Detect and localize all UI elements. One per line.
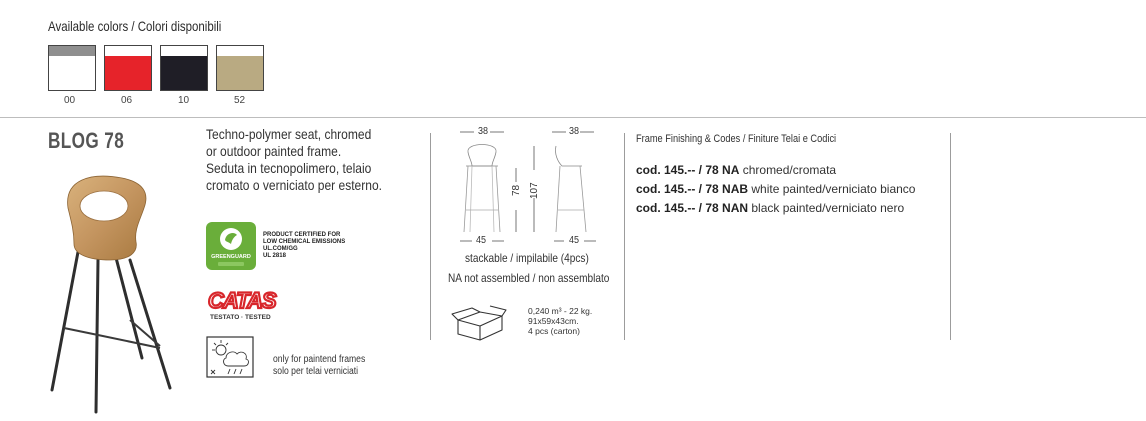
product-code: cod. 145.-- / 78 NA [636, 163, 740, 177]
product-code: cod. 145.-- / 78 NAB [636, 182, 749, 196]
greenguard-text [263, 232, 345, 260]
swatch-top-band [217, 46, 263, 56]
packaging-line: 4 pcs (carton) [528, 326, 580, 336]
greenguard-badge-icon [206, 222, 256, 270]
section-divider [0, 117, 1146, 118]
catas-logo-text: CATAS [208, 288, 276, 313]
dim-width-bottom-front: 45 [476, 235, 487, 246]
swatch-fill [105, 56, 151, 90]
description-line: cromato o verniciato per esterno. [206, 177, 383, 193]
column-divider [950, 133, 951, 340]
swatch-code-52: 52 [234, 95, 246, 106]
packaging-line: 0,240 m³ - 22 kg. [528, 306, 593, 316]
dim-total-height: 107 [529, 182, 540, 199]
finish-label: chromed/cromata [742, 163, 837, 177]
product-code: cod. 145.-- / 78 NAN [636, 201, 749, 215]
colors-title: Available colors / Colori disponibili [48, 18, 222, 34]
color-swatch-52[interactable] [216, 45, 264, 91]
swatch-code-00: 00 [64, 95, 76, 106]
cert-line: UL.COM/GG [263, 246, 298, 252]
product-description [206, 126, 382, 194]
swatch-code-06: 06 [121, 95, 133, 106]
stool-image [38, 168, 198, 418]
dim-width-top-side: 38 [569, 126, 580, 137]
finish-label: black painted/verniciato nero [751, 201, 905, 215]
color-swatch-06[interactable] [104, 45, 152, 91]
description-line: or outdoor painted frame. [206, 143, 342, 159]
stackable-info: stackable / impilabile (4pcs) [465, 251, 589, 265]
dim-seat-height: 78 [511, 184, 522, 196]
dim-width-bottom-side: 45 [569, 235, 580, 246]
cert-line: LOW CHEMICAL EMISSIONS [263, 239, 346, 245]
greenguard-badge-label: GREENGUARD [211, 254, 251, 260]
swatch-top-band [161, 46, 207, 56]
assembly-info: NA not assembled / non assemblato [448, 271, 610, 285]
swatch-top-band [105, 46, 151, 56]
weather-resistant-icon [206, 336, 254, 378]
cert-line: PRODUCT CERTIFIED FOR [263, 232, 341, 238]
code-row [636, 201, 904, 215]
outdoor-note [273, 354, 365, 378]
color-swatch-10[interactable] [160, 45, 208, 91]
color-swatch-00[interactable] [48, 45, 96, 91]
finishing-title: Frame Finishing & Codes / Finiture Telai e Codici [636, 133, 837, 145]
description-line: Techno-polymer seat, chromed [206, 126, 372, 142]
swatch-top-band [49, 46, 95, 56]
column-divider [430, 133, 431, 340]
swatch-fill [161, 56, 207, 90]
column-divider [624, 133, 625, 340]
description-line: Seduta in tecnopolimero, telaio [206, 160, 372, 176]
note-line: only for paintend frames [273, 354, 366, 365]
catas-tag: TESTATO · TESTED [210, 314, 271, 321]
swatch-fill [49, 56, 95, 90]
finish-label: white painted/verniciato bianco [751, 182, 916, 196]
cert-line: UL 2818 [263, 253, 286, 259]
carton-box-icon [450, 304, 508, 344]
catas-logo-icon [206, 286, 286, 322]
code-row [636, 182, 915, 196]
packaging-line: 91x59x43cm. [528, 316, 579, 326]
packaging-info [528, 306, 592, 336]
swatch-fill [217, 56, 263, 90]
dim-width-top-front: 38 [478, 126, 489, 137]
model-name: BLOG 78 [48, 128, 125, 153]
code-row [636, 163, 836, 177]
swatch-code-10: 10 [178, 95, 190, 106]
note-line: solo per telai verniciati [273, 366, 359, 377]
